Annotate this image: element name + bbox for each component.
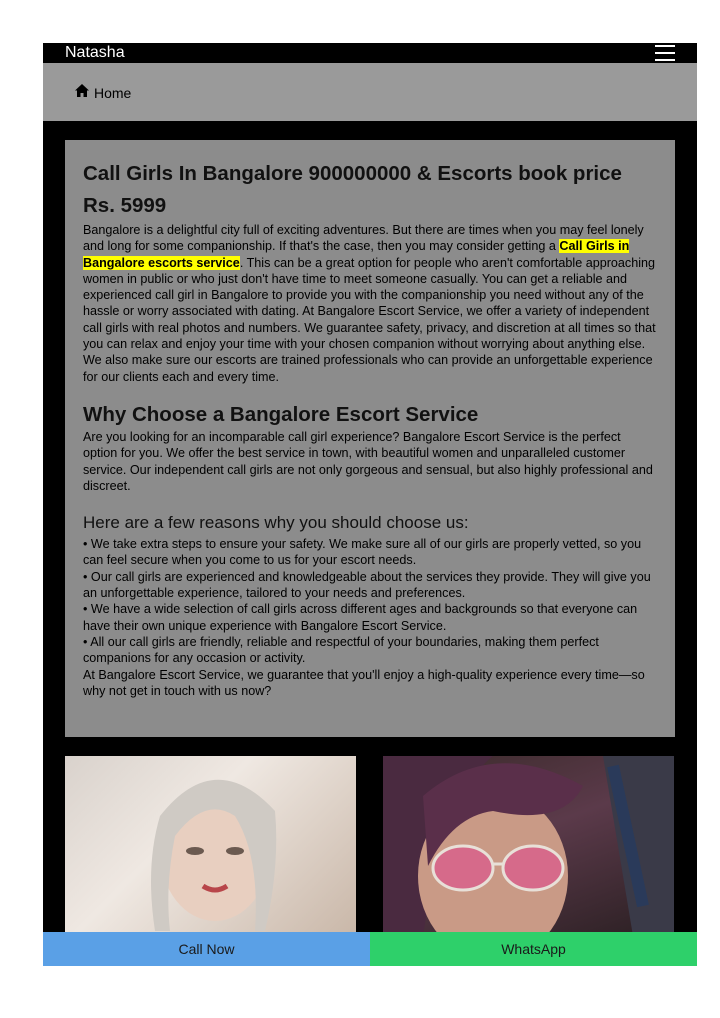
brand-name[interactable]: Natasha [65,44,125,61]
breadcrumb-home-link[interactable] [74,83,131,101]
intro-text-1: Bangalore is a delightful city full of exciting adventures. But there are times when you may feel lonely and long for some companionship. If that's the case, then you may consider getting a [83,223,644,254]
hamburger-menu-icon[interactable] [655,45,675,61]
photo-2-illustration [383,756,674,936]
whatsapp-button[interactable]: WhatsApp [370,932,697,966]
list-item: • We take extra steps to ensure your safety. We make sure all of our girls are properly vetted, so you can feel secure when you come to us for your escort needs. [83,537,642,568]
call-now-button[interactable]: Call Now [43,932,370,966]
page-frame [43,43,697,966]
list-item: • Our call girls are experienced and knowledgeable about the services they provide. They will give you an unforgettable experience, tailored to your needs and preferences. [83,569,651,601]
section-reasons-title: Here are a few reasons why you should choose us: [83,513,469,533]
breadcrumb [43,63,697,121]
article-title: Call Girls In Bangalore 900000000 & Escorts book price Rs. 5999 [83,162,622,217]
closing-text: At Bangalore Escort Service, we guarantee that you'll enjoy a high-quality experience every time—so why not get in touch with us now? [83,667,645,698]
list-item: • We have a wide selection of call girls across different ages and backgrounds so that everyone can have their own unique experience with Bangalore Escort Service. [83,602,638,633]
home-icon [74,83,90,99]
section-why-choose-title: Why Choose a Bangalore Escort Service [83,402,479,426]
top-navbar [43,43,697,63]
escorts-service-link[interactable]: Call Girls in Bangalore escorts service [83,239,630,270]
bottom-action-bar [43,932,697,966]
profile-photo-1[interactable] [65,756,356,936]
list-item: • All our call girls are friendly, reliable and respectful of your boundaries, making them perfect companions for any occasion or activity. [83,634,599,666]
intro-text-2: . This can be a great option for people who aren't comfortable approaching women in public or who just don't have time to meet someone casually. You can get a reliable and experienced call girl in Bangalore to provide you with the companionship you need without any of the hassle or worry associated with dating. At Bangalore Escort Service, we offer a variety of independent call girls with real photos and numbers. We guarantee safety, privacy, and discretion at all times so that you can relax and enjoy your time with your chosen companion without worrying about anything else. We also make sure our escorts are trained professionals who can provide an unforgettable experience for our clients each and every time. [83,255,656,384]
reasons-list [83,536,657,699]
breadcrumb-home-label: Home [94,85,132,101]
section-why-choose-body: Are you looking for an incomparable call girl experience? Bangalore Escort Service is the perfect option for you. We offer the best service in town, with beautiful women and unparalleled customer service. Our independent call girls are not only gorgeous and sensual, but also highly professional and discreet. [83,429,653,493]
article-card [65,140,675,737]
article-intro [83,222,657,385]
photo-1-illustration [65,756,356,936]
profile-photo-2[interactable] [383,756,674,936]
